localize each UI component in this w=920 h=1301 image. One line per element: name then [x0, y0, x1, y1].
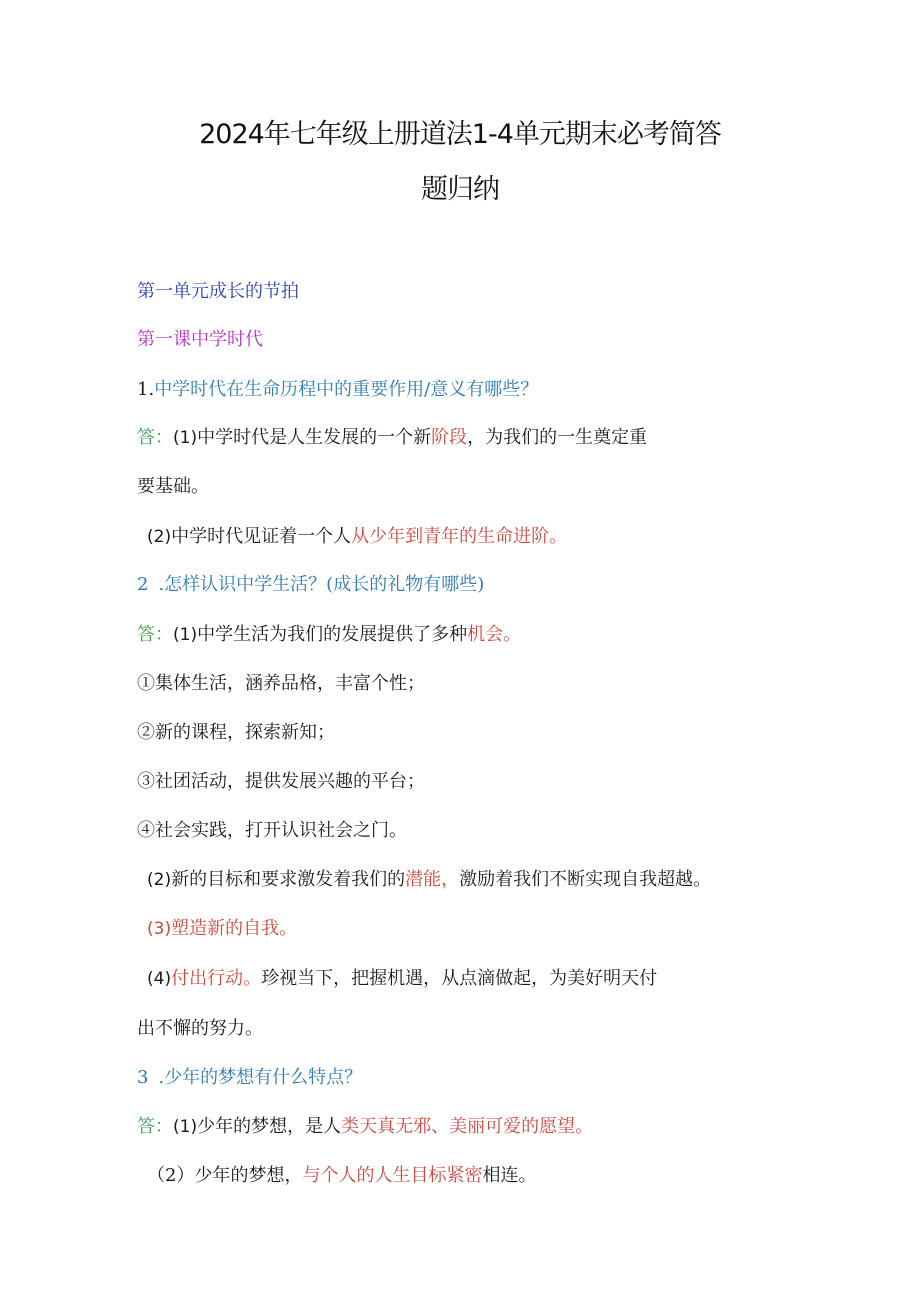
lesson-heading: 第一课中学时代 [137, 329, 263, 350]
highlight-text: 类天真无邪、美丽可爱的愿望。 [341, 1116, 594, 1137]
highlight-text: 阶段 [431, 427, 468, 448]
answer-2-part-2 [147, 867, 711, 893]
question-text: .少年的梦想有什么特点？ [158, 1067, 363, 1088]
highlight-text: 机会。 [467, 624, 522, 645]
answer-label: 答： [137, 1116, 173, 1137]
item-number: (1) [173, 625, 198, 645]
answer-text: 少年的梦想， [194, 1165, 303, 1186]
document-title-line1: 2024年七年级上册道法1-4单元期末必考简答 [199, 119, 721, 150]
list-item: ③社团活动，提供发展兴趣的平台； [137, 771, 425, 792]
answer-2-part-4 [147, 966, 657, 992]
item-number: (3) [147, 919, 172, 939]
answer-text: ，为我们的一生奠定重 [467, 427, 648, 448]
answer-1-part-1 [137, 425, 647, 451]
answer-text: 中学时代是人生发展的一个新 [197, 427, 432, 448]
answer-text: 中学生活为我们的发展提供了多种 [197, 624, 468, 645]
item-number: (1) [173, 428, 198, 448]
question-1 [137, 377, 538, 403]
item-number: (4) [147, 969, 172, 989]
question-text: .怎样认识中学生活？(成长的礼物有哪些) [158, 574, 485, 595]
answer-2-part-4-cont: 出不懈的努力。 [137, 1018, 263, 1039]
answer-1-part-1-cont: 要基础。 [137, 476, 209, 497]
answer-label: 答： [137, 427, 173, 448]
item-number: (2) [147, 527, 172, 547]
list-item: ②新的课程，探索新知； [137, 722, 335, 743]
answer-text: 相连。 [482, 1165, 537, 1186]
item-number: (1) [173, 1117, 198, 1137]
highlight-text: 与个人的人生目标紧密 [302, 1165, 483, 1186]
answer-text: 中学时代见证着一个人 [171, 526, 352, 547]
unit-heading: 第一单元成长的节拍 [137, 281, 299, 302]
answer-label: 答： [137, 624, 173, 645]
highlight-text: 从少年到青年的生命进阶。 [351, 526, 568, 547]
highlight-text: 付出行动。 [171, 968, 262, 989]
question-number: 1. [137, 379, 155, 400]
answer-2-part-3 [147, 916, 297, 942]
answer-3-part-2 [147, 1163, 536, 1189]
answer-text: 激励着我们不断实现自我超越。 [459, 869, 712, 890]
item-number: (2) [147, 870, 172, 890]
list-item: ①集体生活，涵养品格，丰富个性； [137, 673, 425, 694]
question-number: 3 [137, 1067, 149, 1088]
item-number: （2） [147, 1165, 195, 1186]
answer-1-part-2 [147, 524, 567, 550]
question-number: 2 [137, 574, 149, 595]
highlight-text: 塑造新的自我。 [171, 918, 298, 939]
highlight-text: 潜能， [405, 869, 460, 890]
answer-text: 少年的梦想，是人 [197, 1116, 342, 1137]
question-2 [137, 572, 484, 598]
answer-2-part-1 [137, 622, 521, 648]
answer-3-part-1 [137, 1114, 593, 1140]
answer-text: 珍视当下，把握机遇，从点滴做起，为美好明天付 [261, 968, 658, 989]
document-title-line2: 题归纳 [421, 174, 499, 205]
question-text: 中学时代在生命历程中的重要作用/意义有哪些？ [154, 379, 539, 400]
question-3 [137, 1065, 362, 1091]
answer-text: 新的目标和要求激发着我们的 [171, 869, 406, 890]
list-item: ④社会实践，打开认识社会之门。 [137, 820, 407, 841]
